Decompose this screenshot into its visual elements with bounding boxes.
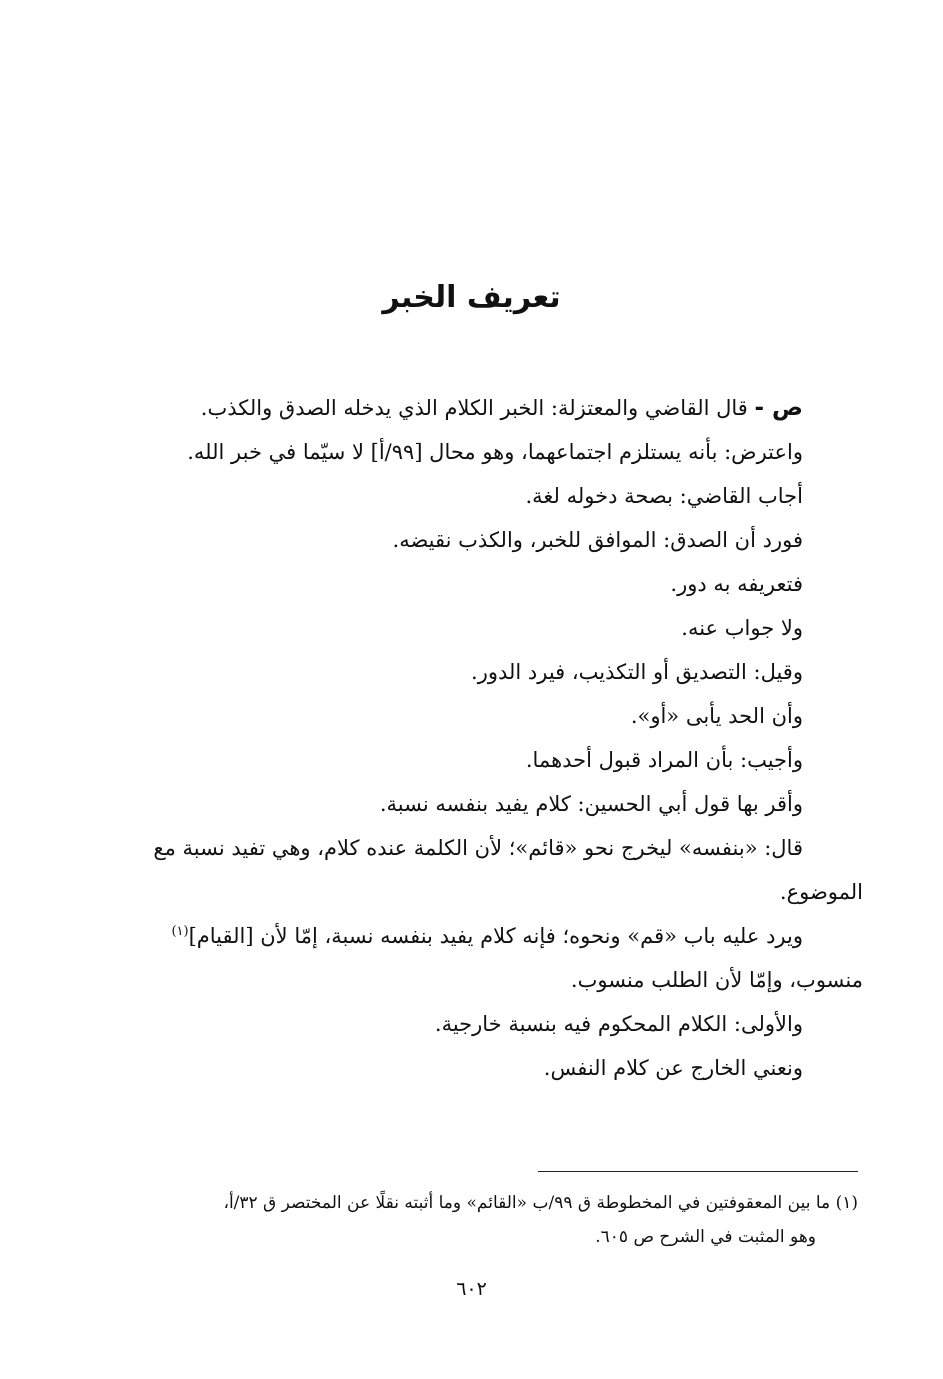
footnote-line-2: وهو المثبت في الشرح ص ٦٠٥. bbox=[595, 1227, 816, 1247]
paragraph-8: وأن الحد يأبى «أو». bbox=[630, 704, 803, 728]
footnote-divider bbox=[538, 1171, 858, 1172]
footnote-line-1 bbox=[80, 1186, 858, 1220]
footnote-number: (١) bbox=[835, 1193, 858, 1213]
paragraph-11-line-1: قال: «بنفسه» ليخرج نحو «قائم»؛ لأن الكلمة عنده كلام، وهي تفيد نسبة مع bbox=[153, 836, 803, 860]
page-number: ٦٠٢ bbox=[456, 1278, 487, 1300]
paragraph-12-text: ويرد عليه باب «قم» ونحوه؛ فإنه كلام يفيد بنفسه نسبة، إمّا لأن [القيام] bbox=[188, 924, 803, 948]
paragraph-3: أجاب القاضي: بصحة دخوله لغة. bbox=[525, 484, 803, 508]
footnote-reference[interactable]: (١) bbox=[171, 924, 189, 939]
paragraph-1-text: قال القاضي والمعتزلة: الخبر الكلام الذي يدخله الصدق والكذب. bbox=[200, 396, 748, 420]
paragraph-12-line-1 bbox=[80, 914, 803, 958]
footnote bbox=[80, 1186, 858, 1254]
paragraph-5: فتعريفه به دور. bbox=[670, 572, 803, 596]
paragraph-13: والأولى: الكلام المحكوم فيه بنسبة خارجية. bbox=[434, 1012, 803, 1036]
paragraph-9: وأجيب: بأن المراد قبول أحدهما. bbox=[525, 748, 803, 772]
paragraph-10: وأقر بها قول أبي الحسين: كلام يفيد بنفسه نسبة. bbox=[379, 792, 803, 816]
paragraph-7: وقيل: التصديق أو التكذيب، فيرد الدور. bbox=[471, 660, 803, 684]
page-title: تعريف الخبر bbox=[382, 280, 561, 315]
paragraph-11-line-2: الموضوع. bbox=[779, 880, 863, 904]
lead-marker: ص - bbox=[754, 395, 803, 421]
paragraph-14: ونعني الخارج عن كلام النفس. bbox=[543, 1056, 803, 1080]
main-text bbox=[80, 386, 863, 1090]
paragraph-12-line-2: منسوب، وإمّا لأن الطلب منسوب. bbox=[570, 968, 863, 992]
footnote-text-1: ما بين المعقوفتين في المخطوطة ق ٩٩/ب «القائم» وما أثبته نقلًا عن المختصر ق ٣٢/أ، bbox=[223, 1193, 831, 1213]
paragraph-6: ولا جواب عنه. bbox=[681, 616, 803, 640]
paragraph-2: واعترض: بأنه يستلزم اجتماعهما، وهو محال [٩٩/أ] لا سيّما في خبر الله. bbox=[187, 440, 803, 464]
paragraph-1 bbox=[80, 386, 803, 430]
paragraph-4: فورد أن الصدق: الموافق للخبر، والكذب نقيضه. bbox=[392, 528, 803, 552]
